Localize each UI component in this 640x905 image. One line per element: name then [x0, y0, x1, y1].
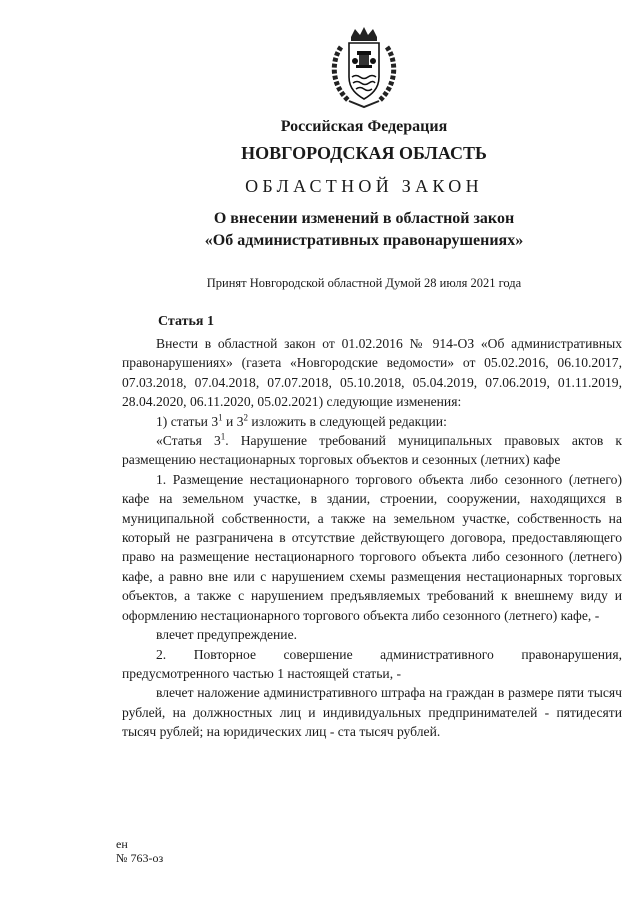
paragraph-penalty-1: влечет предупреждение. — [156, 627, 297, 643]
article-heading: Статья 1 — [158, 314, 214, 329]
paragraph-part-1: 1. Размещение нестационарного торгового объекта либо сезонного (летнего) кафе на земельном участке, в здании, строении, сооружении, находящихся в муниципальной собственности, а также на земельном участке, собственность на который не разграничена в отсутствие действующего договора, предоставляющего право на размещение нестационарного торгового объекта либо сезонного (летнего) кафе, а равно вне или с нарушением схемы размещения нестационарных торговых объектов, а также с нарушением предъявляемых требований к внешнему виду и оформлению нестационарного торгового объекта либо сезонного (летнего) кафе, - — [122, 471, 622, 623]
paragraph-article-title: «Статья $3^1$. Нарушение требований муниципальных правовых актов к размещению нестационарных торговых объектов и сезонных (летних) кафе — [122, 431, 622, 468]
footer-note — [116, 837, 163, 865]
law-title — [0, 208, 640, 252]
coat-of-arms-emblem — [323, 27, 405, 111]
federation-label: Российская Федерация — [280, 118, 448, 135]
article-body — [122, 334, 622, 742]
law-title-line-1: О внесении изменений в областной закон — [213, 210, 515, 227]
paragraph-item-1: 1) статьи $3^1$ и $3^2$ изложить в следующей редакции: — [156, 412, 447, 429]
paragraph-part-2: 2. Повторное совершение административного правонарушения, предусмотренного частью 1 настоящей статьи, - — [122, 646, 622, 681]
footer-initials: ен — [116, 837, 128, 851]
paragraph-intro: Внести в областной закон от 01.02.2016 № 914-ОЗ «Об административных правонарушениях» (газета «Новгородские ведомости» от 05.02.2016, 06.10.2017, 07.03.2018, 07.04.2018, 07.07.2018, 05.10.2018, 05.04.2019, 07.06.2019, 01.11.2019, 28.04.2020, 06.11.2020, 05.02.2021) следующие изменения: — [122, 336, 622, 410]
paragraph-penalty-2: влечет наложение административного штрафа на граждан в размере пяти тысяч рублей, на должностных лиц и индивидуальных предпринимателей - пятидесяти тысяч рублей; на юридических лиц - ста тысяч рублей. — [122, 685, 622, 740]
adoption-note: Принят Новгородской областной Думой 28 июля 2021 года — [206, 276, 522, 290]
footer-law-number: № 763-оз — [116, 851, 164, 865]
region-title: НОВГОРОДСКАЯ ОБЛАСТЬ — [241, 143, 487, 163]
law-type-heading: ОБЛАСТНОЙ ЗАКОН — [245, 176, 483, 196]
law-title-line-2: «Об административных правонарушениях» — [204, 232, 524, 249]
